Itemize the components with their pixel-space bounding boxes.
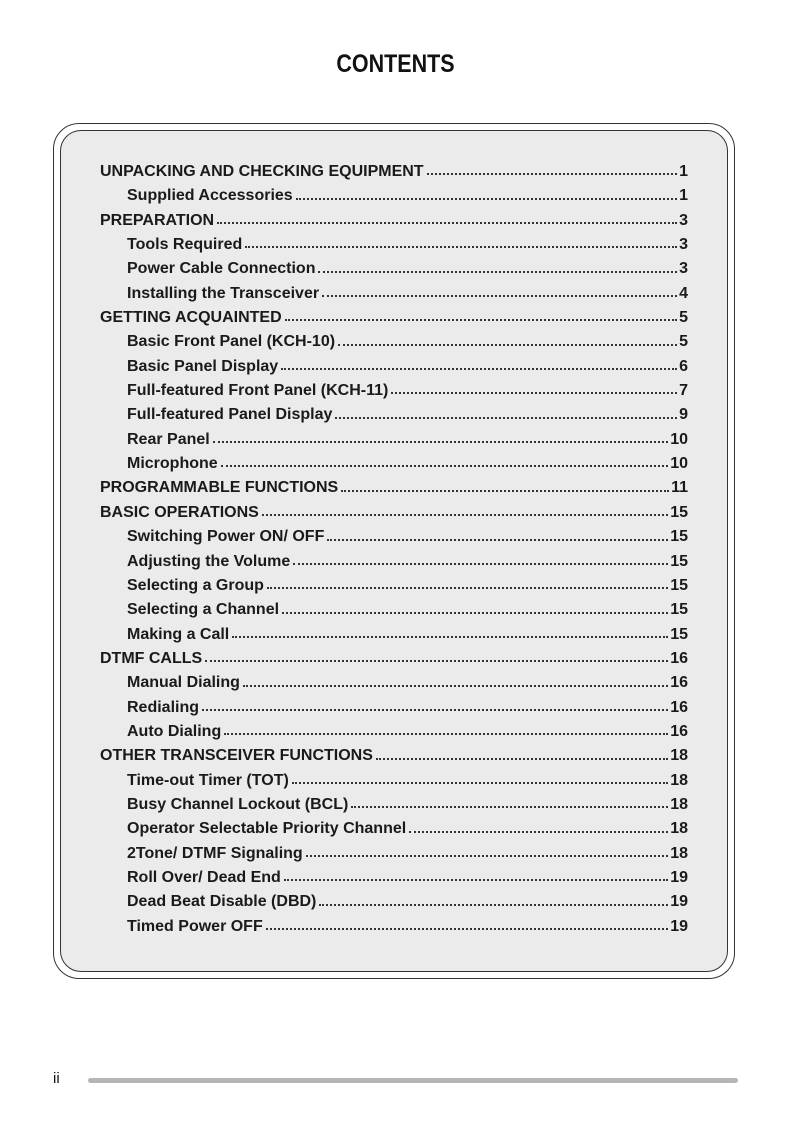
toc-entry-page: 15 xyxy=(670,576,688,594)
toc-entry[interactable] xyxy=(100,647,688,671)
toc-entry-page: 15 xyxy=(670,625,688,643)
toc-entry[interactable] xyxy=(100,793,688,817)
toc-entry[interactable] xyxy=(100,525,688,549)
page-number: ii xyxy=(53,1070,60,1087)
toc-entry-label: Rear Panel xyxy=(127,430,210,448)
table-of-contents xyxy=(100,160,688,939)
toc-entry-page: 18 xyxy=(670,820,688,838)
toc-entry[interactable] xyxy=(100,330,688,354)
toc-entry-page: 3 xyxy=(679,236,688,254)
dot-leader xyxy=(391,376,677,394)
toc-entry[interactable] xyxy=(100,209,688,233)
toc-entry[interactable] xyxy=(100,233,688,257)
dot-leader xyxy=(409,815,668,833)
dot-leader xyxy=(205,644,668,662)
toc-entry-label: Operator Selectable Priority Channel xyxy=(127,820,407,838)
dot-leader xyxy=(213,425,668,443)
toc-entry-page: 5 xyxy=(679,333,688,351)
dot-leader xyxy=(293,547,668,565)
dot-leader xyxy=(284,863,668,881)
dot-leader xyxy=(327,523,668,541)
dot-leader xyxy=(341,474,669,492)
toc-entry-label: Full-featured Front Panel (KCH-11) xyxy=(127,382,389,400)
toc-entry-label: Microphone xyxy=(127,455,218,473)
dot-leader xyxy=(319,888,668,906)
toc-entry-page: 15 xyxy=(670,503,688,521)
dot-leader xyxy=(318,255,677,273)
toc-entry-label: Supplied Accessories xyxy=(127,187,293,205)
toc-entry[interactable] xyxy=(100,428,688,452)
toc-entry[interactable] xyxy=(100,160,688,184)
toc-entry-label: Auto Dialing xyxy=(127,722,222,740)
dot-leader xyxy=(306,839,669,857)
toc-entry-page: 5 xyxy=(679,309,688,327)
toc-entry-label: Basic Front Panel (KCH-10) xyxy=(127,333,336,351)
toc-entry[interactable] xyxy=(100,817,688,841)
dot-leader xyxy=(232,620,668,638)
toc-entry-page: 15 xyxy=(670,601,688,619)
toc-entry-page: 16 xyxy=(670,649,688,667)
toc-entry-label: Making a Call xyxy=(127,625,230,643)
toc-entry-label: Power Cable Connection xyxy=(127,260,316,278)
toc-entry-label: Selecting a Channel xyxy=(127,601,280,619)
toc-entry-page: 10 xyxy=(670,455,688,473)
dot-leader xyxy=(376,742,668,760)
toc-entry[interactable] xyxy=(100,379,688,403)
toc-entry-page: 6 xyxy=(679,357,688,375)
dot-leader xyxy=(335,401,677,419)
toc-entry-label: Busy Channel Lockout (BCL) xyxy=(127,795,349,813)
dot-leader xyxy=(267,571,668,589)
dot-leader xyxy=(202,693,668,711)
toc-entry-page: 3 xyxy=(679,260,688,278)
toc-entry[interactable] xyxy=(100,452,688,476)
dot-leader xyxy=(245,230,677,248)
toc-entry-label: Redialing xyxy=(127,698,200,716)
toc-entry-page: 19 xyxy=(670,917,688,935)
toc-entry-label: Full-featured Panel Display xyxy=(127,406,333,424)
toc-entry-label: BASIC OPERATIONS xyxy=(100,503,259,521)
toc-entry-page: 16 xyxy=(670,722,688,740)
toc-entry[interactable] xyxy=(100,184,688,208)
toc-entry-label: GETTING ACQUAINTED xyxy=(100,309,282,327)
dot-leader xyxy=(262,498,668,516)
toc-entry[interactable] xyxy=(100,306,688,330)
toc-entry-label: Roll Over/ Dead End xyxy=(127,868,281,886)
toc-entry-page: 4 xyxy=(679,284,688,302)
toc-entry-page: 16 xyxy=(670,674,688,692)
toc-entry-page: 18 xyxy=(670,844,688,862)
toc-entry[interactable] xyxy=(100,915,688,939)
dot-leader xyxy=(281,352,677,370)
page-title: CONTENTS xyxy=(336,50,455,78)
toc-entry[interactable] xyxy=(100,282,688,306)
toc-entry-page: 16 xyxy=(670,698,688,716)
toc-entry[interactable] xyxy=(100,355,688,379)
dot-leader xyxy=(224,717,668,735)
toc-entry-page: 19 xyxy=(670,893,688,911)
footer-rule xyxy=(88,1078,738,1083)
toc-entry[interactable] xyxy=(100,769,688,793)
toc-entry[interactable] xyxy=(100,403,688,427)
toc-entry[interactable] xyxy=(100,550,688,574)
dot-leader xyxy=(292,766,668,784)
toc-entry-label: PREPARATION xyxy=(100,211,215,229)
toc-entry[interactable] xyxy=(100,671,688,695)
dot-leader xyxy=(243,669,668,687)
dot-leader xyxy=(217,206,677,224)
toc-entry-label: Adjusting the Volume xyxy=(127,552,291,570)
toc-entry-page: 1 xyxy=(679,163,688,180)
toc-entry-label: Switching Power ON/ OFF xyxy=(127,528,325,546)
toc-entry-page: 1 xyxy=(679,187,688,205)
toc-entry-label: 2Tone/ DTMF Signaling xyxy=(127,844,303,862)
toc-entry[interactable] xyxy=(100,598,688,622)
dot-leader xyxy=(322,279,677,297)
dot-leader xyxy=(427,157,678,175)
toc-entry[interactable] xyxy=(100,720,688,744)
toc-entry-page: 11 xyxy=(671,479,688,497)
toc-entry-label: Timed Power OFF xyxy=(127,917,263,935)
toc-entry[interactable] xyxy=(100,501,688,525)
toc-entry-page: 19 xyxy=(670,868,688,886)
toc-entry[interactable] xyxy=(100,696,688,720)
toc-entry[interactable] xyxy=(100,744,688,768)
dot-leader xyxy=(266,912,668,930)
toc-entry-label: Basic Panel Display xyxy=(127,357,279,375)
toc-entry[interactable] xyxy=(100,574,688,598)
toc-entry[interactable] xyxy=(100,866,688,890)
toc-entry-page: 10 xyxy=(670,430,688,448)
toc-entry[interactable] xyxy=(100,842,688,866)
toc-entry-label: Dead Beat Disable (DBD) xyxy=(127,893,317,911)
toc-entry[interactable] xyxy=(100,623,688,647)
toc-entry[interactable] xyxy=(100,890,688,914)
toc-entry-page: 9 xyxy=(679,406,688,424)
dot-leader xyxy=(282,596,668,614)
toc-entry-label: Tools Required xyxy=(127,236,243,254)
toc-entry-page: 15 xyxy=(670,552,688,570)
toc-entry-label: Selecting a Group xyxy=(127,576,264,594)
toc-entry-page: 18 xyxy=(670,795,688,813)
toc-entry-page: 18 xyxy=(670,747,688,765)
dot-leader xyxy=(285,303,677,321)
toc-entry-label: OTHER TRANSCEIVER FUNCTIONS xyxy=(100,747,373,765)
toc-entry-label: PROGRAMMABLE FUNCTIONS xyxy=(100,479,339,497)
toc-entry[interactable] xyxy=(100,257,688,281)
toc-entry-label: DTMF CALLS xyxy=(100,649,203,667)
toc-entry[interactable] xyxy=(100,476,688,500)
toc-entry-label: Time-out Timer (TOT) xyxy=(127,771,289,789)
dot-leader xyxy=(351,790,668,808)
toc-entry-page: 7 xyxy=(679,382,688,400)
toc-entry-label: Installing the Transceiver xyxy=(127,284,320,302)
toc-entry-page: 3 xyxy=(679,211,688,229)
dot-leader xyxy=(296,182,677,200)
toc-entry-label: Manual Dialing xyxy=(127,674,240,692)
dot-leader xyxy=(338,328,677,346)
toc-entry-label: UNPACKING AND CHECKING EQUIPMENT xyxy=(100,163,424,180)
dot-leader xyxy=(221,449,669,467)
toc-entry-page: 18 xyxy=(670,771,688,789)
toc-entry-page: 15 xyxy=(670,528,688,546)
